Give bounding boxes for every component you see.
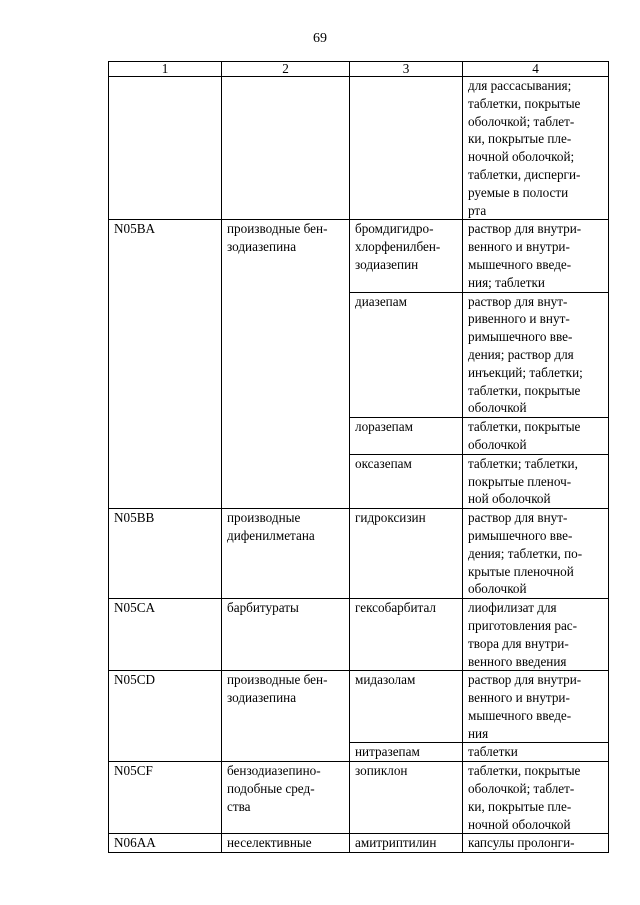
drug-cell: нитразепам [350, 743, 463, 762]
dosage-form-cell: раствор для внутри- венного и внутри- мышечного введе- ния; таблетки [463, 220, 609, 292]
dosage-form-cell: лиофилизат для приготовления рас- твора для внутри- венного введения [463, 599, 609, 671]
dosage-form-cell: капсулы пролонги- [463, 834, 609, 853]
column-header: 2 [222, 62, 350, 77]
dosage-form-cell: раствор для внут- римышечного вве- дения; таблетки, по- крытые пленочной оболочкой [463, 509, 609, 599]
atc-code-cell: N05BA [109, 220, 222, 509]
drug-cell: диазепам [350, 292, 463, 418]
atc-code-cell: N05BB [109, 509, 222, 599]
drug-table [108, 61, 609, 853]
group-cell [222, 77, 350, 220]
page-number: 69 [313, 31, 327, 46]
atc-code-cell: N06AA [109, 834, 222, 853]
drug-cell: амитриптилин [350, 834, 463, 853]
table-row [109, 671, 609, 743]
drug-cell: гидроксизин [350, 509, 463, 599]
drug-cell: бромдигидро- хлорфенилбен- зодиазепин [350, 220, 463, 292]
group-cell: барбитураты [222, 599, 350, 671]
dosage-form-cell: для рассасывания; таблетки, покрытые оболочкой; таблет- ки, покрытые пле- ночной оболочкой; таблетки, дисперги- руемые в полости рта [463, 77, 609, 220]
drug-cell: лоразепам [350, 418, 463, 455]
drug-cell: оксазепам [350, 454, 463, 508]
column-header: 3 [350, 62, 463, 77]
drug-cell: гексобарбитал [350, 599, 463, 671]
atc-code-cell [109, 77, 222, 220]
atc-code-cell: N05CA [109, 599, 222, 671]
table-row [109, 599, 609, 671]
table-row [109, 762, 609, 834]
drug-cell [350, 77, 463, 220]
dosage-form-cell: раствор для внутри- венного и внутри- мышечного введе- ния [463, 671, 609, 743]
dosage-form-cell: таблетки, покрытые оболочкой; таблет- ки, покрытые пле- ночной оболочкой [463, 762, 609, 834]
table-row [109, 77, 609, 220]
drug-cell: мидазолам [350, 671, 463, 743]
table-row [109, 220, 609, 292]
group-cell: производные бен- зодиазепина [222, 220, 350, 509]
atc-code-cell: N05CF [109, 762, 222, 834]
group-cell: неселективные [222, 834, 350, 853]
group-cell: бензодиазепино- подобные сред- ства [222, 762, 350, 834]
dosage-form-cell: таблетки [463, 743, 609, 762]
column-header: 4 [463, 62, 609, 77]
dosage-form-cell: таблетки; таблетки, покрытые пленоч- ной оболочкой [463, 454, 609, 508]
table-row [109, 834, 609, 853]
column-header: 1 [109, 62, 222, 77]
group-cell: производные бен- зодиазепина [222, 671, 350, 762]
group-cell: производные дифенилметана [222, 509, 350, 599]
table-row [109, 509, 609, 599]
dosage-form-cell: раствор для внут- ривенного и внут- римышечного вве- дения; раствор для инъекций; таблетки; таблетки, покрытые оболочкой [463, 292, 609, 418]
drug-cell: зопиклон [350, 762, 463, 834]
table-header-row [109, 62, 609, 77]
atc-code-cell: N05CD [109, 671, 222, 762]
dosage-form-cell: таблетки, покрытые оболочкой [463, 418, 609, 455]
